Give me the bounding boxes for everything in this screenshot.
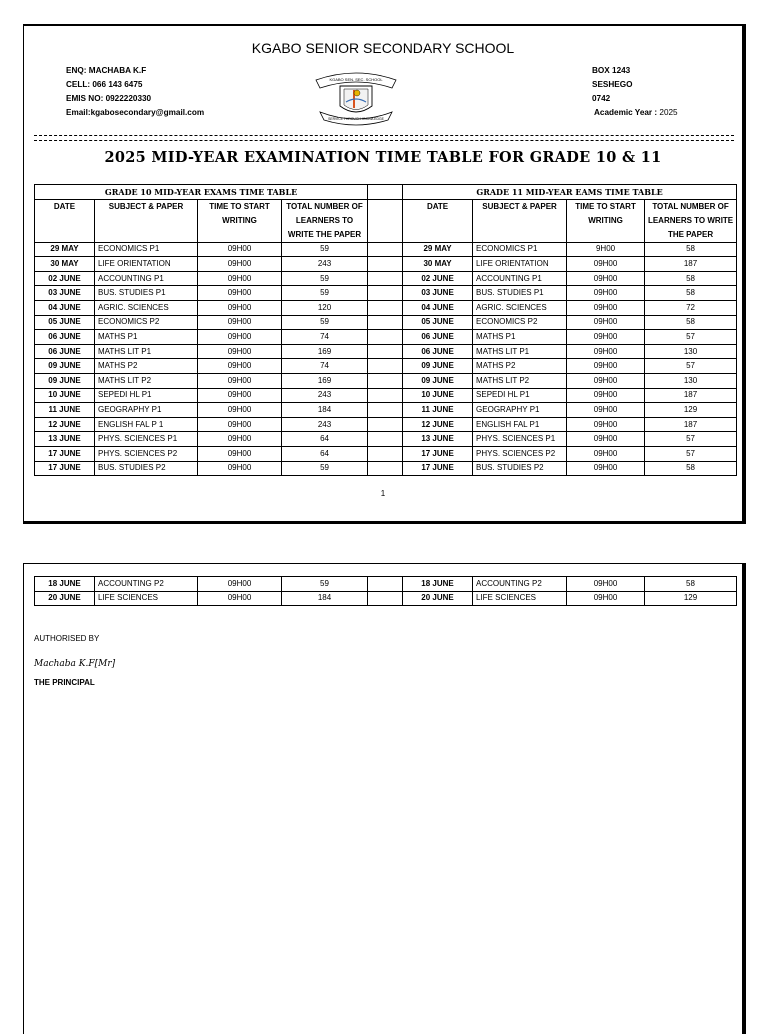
g10-date-cell: 17 JUNE <box>35 461 95 476</box>
postal-code: 0742 <box>592 94 611 103</box>
g10-date-cell: 06 JUNE <box>35 330 95 345</box>
col-learners: TOTAL NUMBER OF LEARNERS TO WRITE THE PAPER <box>645 199 737 242</box>
col-time: TIME TO START WRITING <box>567 199 645 242</box>
g10-date-cell: 13 JUNE <box>35 432 95 447</box>
g11-date-cell: 04 JUNE <box>403 300 473 315</box>
g10-subject-cell: ACCOUNTING P1 <box>95 271 198 286</box>
spacer-cell <box>368 199 403 242</box>
g10-date-cell: 06 JUNE <box>35 344 95 359</box>
table-row <box>35 359 737 374</box>
enquiries: ENQ: MACHABA K.F <box>66 66 147 75</box>
g11-learners-cell: 129 <box>645 403 737 418</box>
g11-learners-cell: 58 <box>645 271 737 286</box>
g11-subject-cell: ECONOMICS P2 <box>473 315 567 330</box>
table-row <box>35 300 737 315</box>
g10-time-cell: 09H00 <box>198 300 282 315</box>
header-divider <box>34 135 734 141</box>
table-row <box>35 432 737 447</box>
table-row <box>35 242 737 257</box>
g11-date-cell: 13 JUNE <box>403 432 473 447</box>
g10-subject-cell: BUS. STUDIES P1 <box>95 286 198 301</box>
g10-learners-cell: 184 <box>282 591 368 606</box>
g10-subject-cell: PHYS. SCIENCES P1 <box>95 432 198 447</box>
g11-time-cell: 09H00 <box>567 257 645 272</box>
exam-timetable <box>34 184 737 476</box>
g11-time-cell: 09H00 <box>567 388 645 403</box>
g10-date-cell: 09 JUNE <box>35 373 95 388</box>
g11-time-cell: 09H00 <box>567 271 645 286</box>
g10-time-cell: 09H00 <box>198 257 282 272</box>
g11-subject-cell: ACCOUNTING P2 <box>473 577 567 592</box>
table-row <box>35 286 737 301</box>
school-logo <box>310 66 402 128</box>
g11-time-cell: 09H00 <box>567 330 645 345</box>
spacer-cell <box>368 432 403 447</box>
grade10-heading: GRADE 10 MID-YEAR EXAMS TIME TABLE <box>35 185 368 200</box>
g11-learners-cell: 58 <box>645 286 737 301</box>
table-row <box>35 403 737 418</box>
g11-date-cell: 10 JUNE <box>403 388 473 403</box>
table-row <box>35 591 737 606</box>
g11-learners-cell: 57 <box>645 432 737 447</box>
g10-learners-cell: 243 <box>282 388 368 403</box>
g11-learners-cell: 58 <box>645 242 737 257</box>
email: Email:kgabosecondary@gmail.com <box>66 108 205 117</box>
g11-subject-cell: MATHS P2 <box>473 359 567 374</box>
g11-time-cell: 09H00 <box>567 300 645 315</box>
g11-date-cell: 05 JUNE <box>403 315 473 330</box>
g10-date-cell: 04 JUNE <box>35 300 95 315</box>
g10-time-cell: 09H00 <box>198 446 282 461</box>
g11-learners-cell: 57 <box>645 359 737 374</box>
g11-date-cell: 18 JUNE <box>403 577 473 592</box>
g11-subject-cell: LIFE SCIENCES <box>473 591 567 606</box>
g11-date-cell: 09 JUNE <box>403 359 473 374</box>
table-row <box>35 461 737 476</box>
g11-time-cell: 09H00 <box>567 577 645 592</box>
g10-subject-cell: GEOGRAPHY P1 <box>95 403 198 418</box>
g10-subject-cell: ECONOMICS P2 <box>95 315 198 330</box>
table-row <box>35 315 737 330</box>
logo-text-bottom: SERVICE THROUGH KNOWLEDGE <box>328 117 384 121</box>
cell-number: CELL: 066 143 6475 <box>66 80 143 89</box>
g10-subject-cell: MATHS P1 <box>95 330 198 345</box>
g11-date-cell: 17 JUNE <box>403 446 473 461</box>
g10-subject-cell: MATHS LIT P1 <box>95 344 198 359</box>
spacer-cell <box>368 403 403 418</box>
g10-learners-cell: 120 <box>282 300 368 315</box>
g11-learners-cell: 58 <box>645 577 737 592</box>
g10-learners-cell: 59 <box>282 315 368 330</box>
g11-learners-cell: 58 <box>645 461 737 476</box>
g10-subject-cell: ACCOUNTING P2 <box>95 577 198 592</box>
g10-time-cell: 09H00 <box>198 373 282 388</box>
g11-learners-cell: 72 <box>645 300 737 315</box>
g11-date-cell: 11 JUNE <box>403 403 473 418</box>
spacer-cell <box>368 242 403 257</box>
g10-subject-cell: MATHS P2 <box>95 359 198 374</box>
g11-time-cell: 09H00 <box>567 373 645 388</box>
spacer-cell <box>368 417 403 432</box>
g11-time-cell: 09H00 <box>567 591 645 606</box>
g11-time-cell: 09H00 <box>567 286 645 301</box>
academic-year: Academic Year : 2025 <box>594 108 678 117</box>
g10-learners-cell: 243 <box>282 257 368 272</box>
g11-date-cell: 02 JUNE <box>403 271 473 286</box>
g11-time-cell: 09H00 <box>567 344 645 359</box>
table-row <box>35 577 737 592</box>
spacer-cell <box>368 461 403 476</box>
column-header-row <box>35 199 737 242</box>
g11-date-cell: 03 JUNE <box>403 286 473 301</box>
g10-learners-cell: 243 <box>282 417 368 432</box>
g10-learners-cell: 59 <box>282 286 368 301</box>
g10-subject-cell: LIFE SCIENCES <box>95 591 198 606</box>
g10-subject-cell: PHYS. SCIENCES P2 <box>95 446 198 461</box>
g10-date-cell: 05 JUNE <box>35 315 95 330</box>
g11-subject-cell: ACCOUNTING P1 <box>473 271 567 286</box>
g11-date-cell: 09 JUNE <box>403 373 473 388</box>
g10-time-cell: 09H00 <box>198 242 282 257</box>
emis-number: EMIS NO: 0922220330 <box>66 94 152 103</box>
g10-date-cell: 29 MAY <box>35 242 95 257</box>
g10-date-cell: 18 JUNE <box>35 577 95 592</box>
g11-subject-cell: ENGLISH FAL P1 <box>473 417 567 432</box>
g11-date-cell: 17 JUNE <box>403 461 473 476</box>
col-subject: SUBJECT & PAPER <box>95 199 198 242</box>
g10-learners-cell: 59 <box>282 461 368 476</box>
table-row <box>35 344 737 359</box>
principal-signature: Machaba K.F[Mr] <box>34 659 116 669</box>
g10-subject-cell: LIFE ORIENTATION <box>95 257 198 272</box>
g10-subject-cell: ENGLISH FAL P 1 <box>95 417 198 432</box>
g11-learners-cell: 187 <box>645 388 737 403</box>
spacer-cell <box>368 388 403 403</box>
g10-date-cell: 09 JUNE <box>35 359 95 374</box>
authorised-by: AUTHORISED BY <box>34 634 100 643</box>
g11-subject-cell: SEPEDI HL P1 <box>473 388 567 403</box>
g10-time-cell: 09H00 <box>198 577 282 592</box>
g10-learners-cell: 169 <box>282 373 368 388</box>
g10-time-cell: 09H00 <box>198 461 282 476</box>
g10-time-cell: 09H00 <box>198 403 282 418</box>
g11-date-cell: 30 MAY <box>403 257 473 272</box>
spacer-cell <box>368 577 403 592</box>
spacer-cell <box>368 315 403 330</box>
g11-time-cell: 09H00 <box>567 315 645 330</box>
g10-time-cell: 09H00 <box>198 417 282 432</box>
g10-time-cell: 09H00 <box>198 432 282 447</box>
g10-learners-cell: 64 <box>282 446 368 461</box>
spacer-cell <box>368 373 403 388</box>
g10-learners-cell: 169 <box>282 344 368 359</box>
g10-subject-cell: SEPEDI HL P1 <box>95 388 198 403</box>
g10-date-cell: 03 JUNE <box>35 286 95 301</box>
g11-learners-cell: 57 <box>645 330 737 345</box>
g11-date-cell: 06 JUNE <box>403 344 473 359</box>
grade11-heading: GRADE 11 MID-YEAR EAMS TIME TABLE <box>403 185 737 200</box>
g10-time-cell: 09H00 <box>198 344 282 359</box>
g11-time-cell: 09H00 <box>567 432 645 447</box>
school-name: KGABO SENIOR SECONDARY SCHOOL <box>251 40 515 56</box>
g11-learners-cell: 130 <box>645 373 737 388</box>
g10-time-cell: 09H00 <box>198 286 282 301</box>
g11-time-cell: 09H00 <box>567 403 645 418</box>
table-row <box>35 388 737 403</box>
spacer-cell <box>368 257 403 272</box>
page-1 <box>23 24 746 524</box>
col-date: DATE <box>403 199 473 242</box>
g10-date-cell: 11 JUNE <box>35 403 95 418</box>
g11-subject-cell: LIFE ORIENTATION <box>473 257 567 272</box>
g11-date-cell: 12 JUNE <box>403 417 473 432</box>
table-row <box>35 330 737 345</box>
g10-subject-cell: ECONOMICS P1 <box>95 242 198 257</box>
g11-learners-cell: 129 <box>645 591 737 606</box>
spacer-cell <box>368 591 403 606</box>
table-row <box>35 417 737 432</box>
g10-subject-cell: AGRIC. SCIENCES <box>95 300 198 315</box>
g10-learners-cell: 59 <box>282 577 368 592</box>
g11-subject-cell: GEOGRAPHY P1 <box>473 403 567 418</box>
spacer-cell <box>368 300 403 315</box>
g11-learners-cell: 187 <box>645 417 737 432</box>
g11-learners-cell: 58 <box>645 315 737 330</box>
spacer-cell <box>368 330 403 345</box>
table-row <box>35 271 737 286</box>
postal-box: BOX 1243 <box>592 66 631 75</box>
table-row <box>35 257 737 272</box>
col-subject: SUBJECT & PAPER <box>473 199 567 242</box>
logo-text-top: KGABO SEN. SEC. SCHOOL <box>329 77 383 82</box>
g10-subject-cell: BUS. STUDIES P2 <box>95 461 198 476</box>
g10-time-cell: 09H00 <box>198 359 282 374</box>
g10-time-cell: 09H00 <box>198 330 282 345</box>
spacer-cell <box>368 359 403 374</box>
g11-subject-cell: ECONOMICS P1 <box>473 242 567 257</box>
g10-subject-cell: MATHS LIT P2 <box>95 373 198 388</box>
g11-time-cell: 9H00 <box>567 242 645 257</box>
spacer-cell <box>368 344 403 359</box>
g11-date-cell: 29 MAY <box>403 242 473 257</box>
g10-time-cell: 09H00 <box>198 315 282 330</box>
postal-details <box>592 64 678 120</box>
g11-learners-cell: 187 <box>645 257 737 272</box>
grade-headings-row <box>35 185 737 200</box>
g11-subject-cell: MATHS LIT P2 <box>473 373 567 388</box>
g11-time-cell: 09H00 <box>567 417 645 432</box>
g10-learners-cell: 74 <box>282 330 368 345</box>
g11-date-cell: 20 JUNE <box>403 591 473 606</box>
g10-date-cell: 12 JUNE <box>35 417 95 432</box>
g10-date-cell: 20 JUNE <box>35 591 95 606</box>
g10-date-cell: 02 JUNE <box>35 271 95 286</box>
col-date: DATE <box>35 199 95 242</box>
page-2 <box>23 563 746 1034</box>
contact-details <box>66 64 204 120</box>
g11-time-cell: 09H00 <box>567 359 645 374</box>
spacer-cell <box>368 446 403 461</box>
g10-time-cell: 09H00 <box>198 271 282 286</box>
table-row <box>35 446 737 461</box>
spacer-cell <box>368 185 403 200</box>
g10-learners-cell: 59 <box>282 271 368 286</box>
g10-date-cell: 10 JUNE <box>35 388 95 403</box>
g11-subject-cell: MATHS P1 <box>473 330 567 345</box>
postal-town: SESHEGO <box>592 80 633 89</box>
g11-time-cell: 09H00 <box>567 446 645 461</box>
g10-time-cell: 09H00 <box>198 388 282 403</box>
spacer-cell <box>368 286 403 301</box>
g11-subject-cell: MATHS LIT P1 <box>473 344 567 359</box>
g10-time-cell: 09H00 <box>198 591 282 606</box>
g10-learners-cell: 184 <box>282 403 368 418</box>
exam-timetable-continued <box>34 576 737 606</box>
g11-learners-cell: 130 <box>645 344 737 359</box>
g11-subject-cell: BUS. STUDIES P1 <box>473 286 567 301</box>
col-time: TIME TO START WRITING <box>198 199 282 242</box>
g11-date-cell: 06 JUNE <box>403 330 473 345</box>
exam-title: 2025 MID-YEAR EXAMINATION TIME TABLE FOR GRADE 10 & 11 <box>104 149 662 166</box>
g11-learners-cell: 57 <box>645 446 737 461</box>
g10-learners-cell: 74 <box>282 359 368 374</box>
g10-date-cell: 17 JUNE <box>35 446 95 461</box>
g11-subject-cell: PHYS. SCIENCES P2 <box>473 446 567 461</box>
g10-learners-cell: 59 <box>282 242 368 257</box>
table-row <box>35 373 737 388</box>
principal-title: THE PRINCIPAL <box>34 678 95 687</box>
g11-subject-cell: PHYS. SCIENCES P1 <box>473 432 567 447</box>
page-number: 1 <box>380 489 386 498</box>
g10-date-cell: 30 MAY <box>35 257 95 272</box>
col-learners: TOTAL NUMBER OF LEARNERS TO WRITE THE PAPER <box>282 199 368 242</box>
g10-learners-cell: 64 <box>282 432 368 447</box>
spacer-cell <box>368 271 403 286</box>
g11-subject-cell: BUS. STUDIES P2 <box>473 461 567 476</box>
g11-subject-cell: AGRIC. SCIENCES <box>473 300 567 315</box>
g11-time-cell: 09H00 <box>567 461 645 476</box>
